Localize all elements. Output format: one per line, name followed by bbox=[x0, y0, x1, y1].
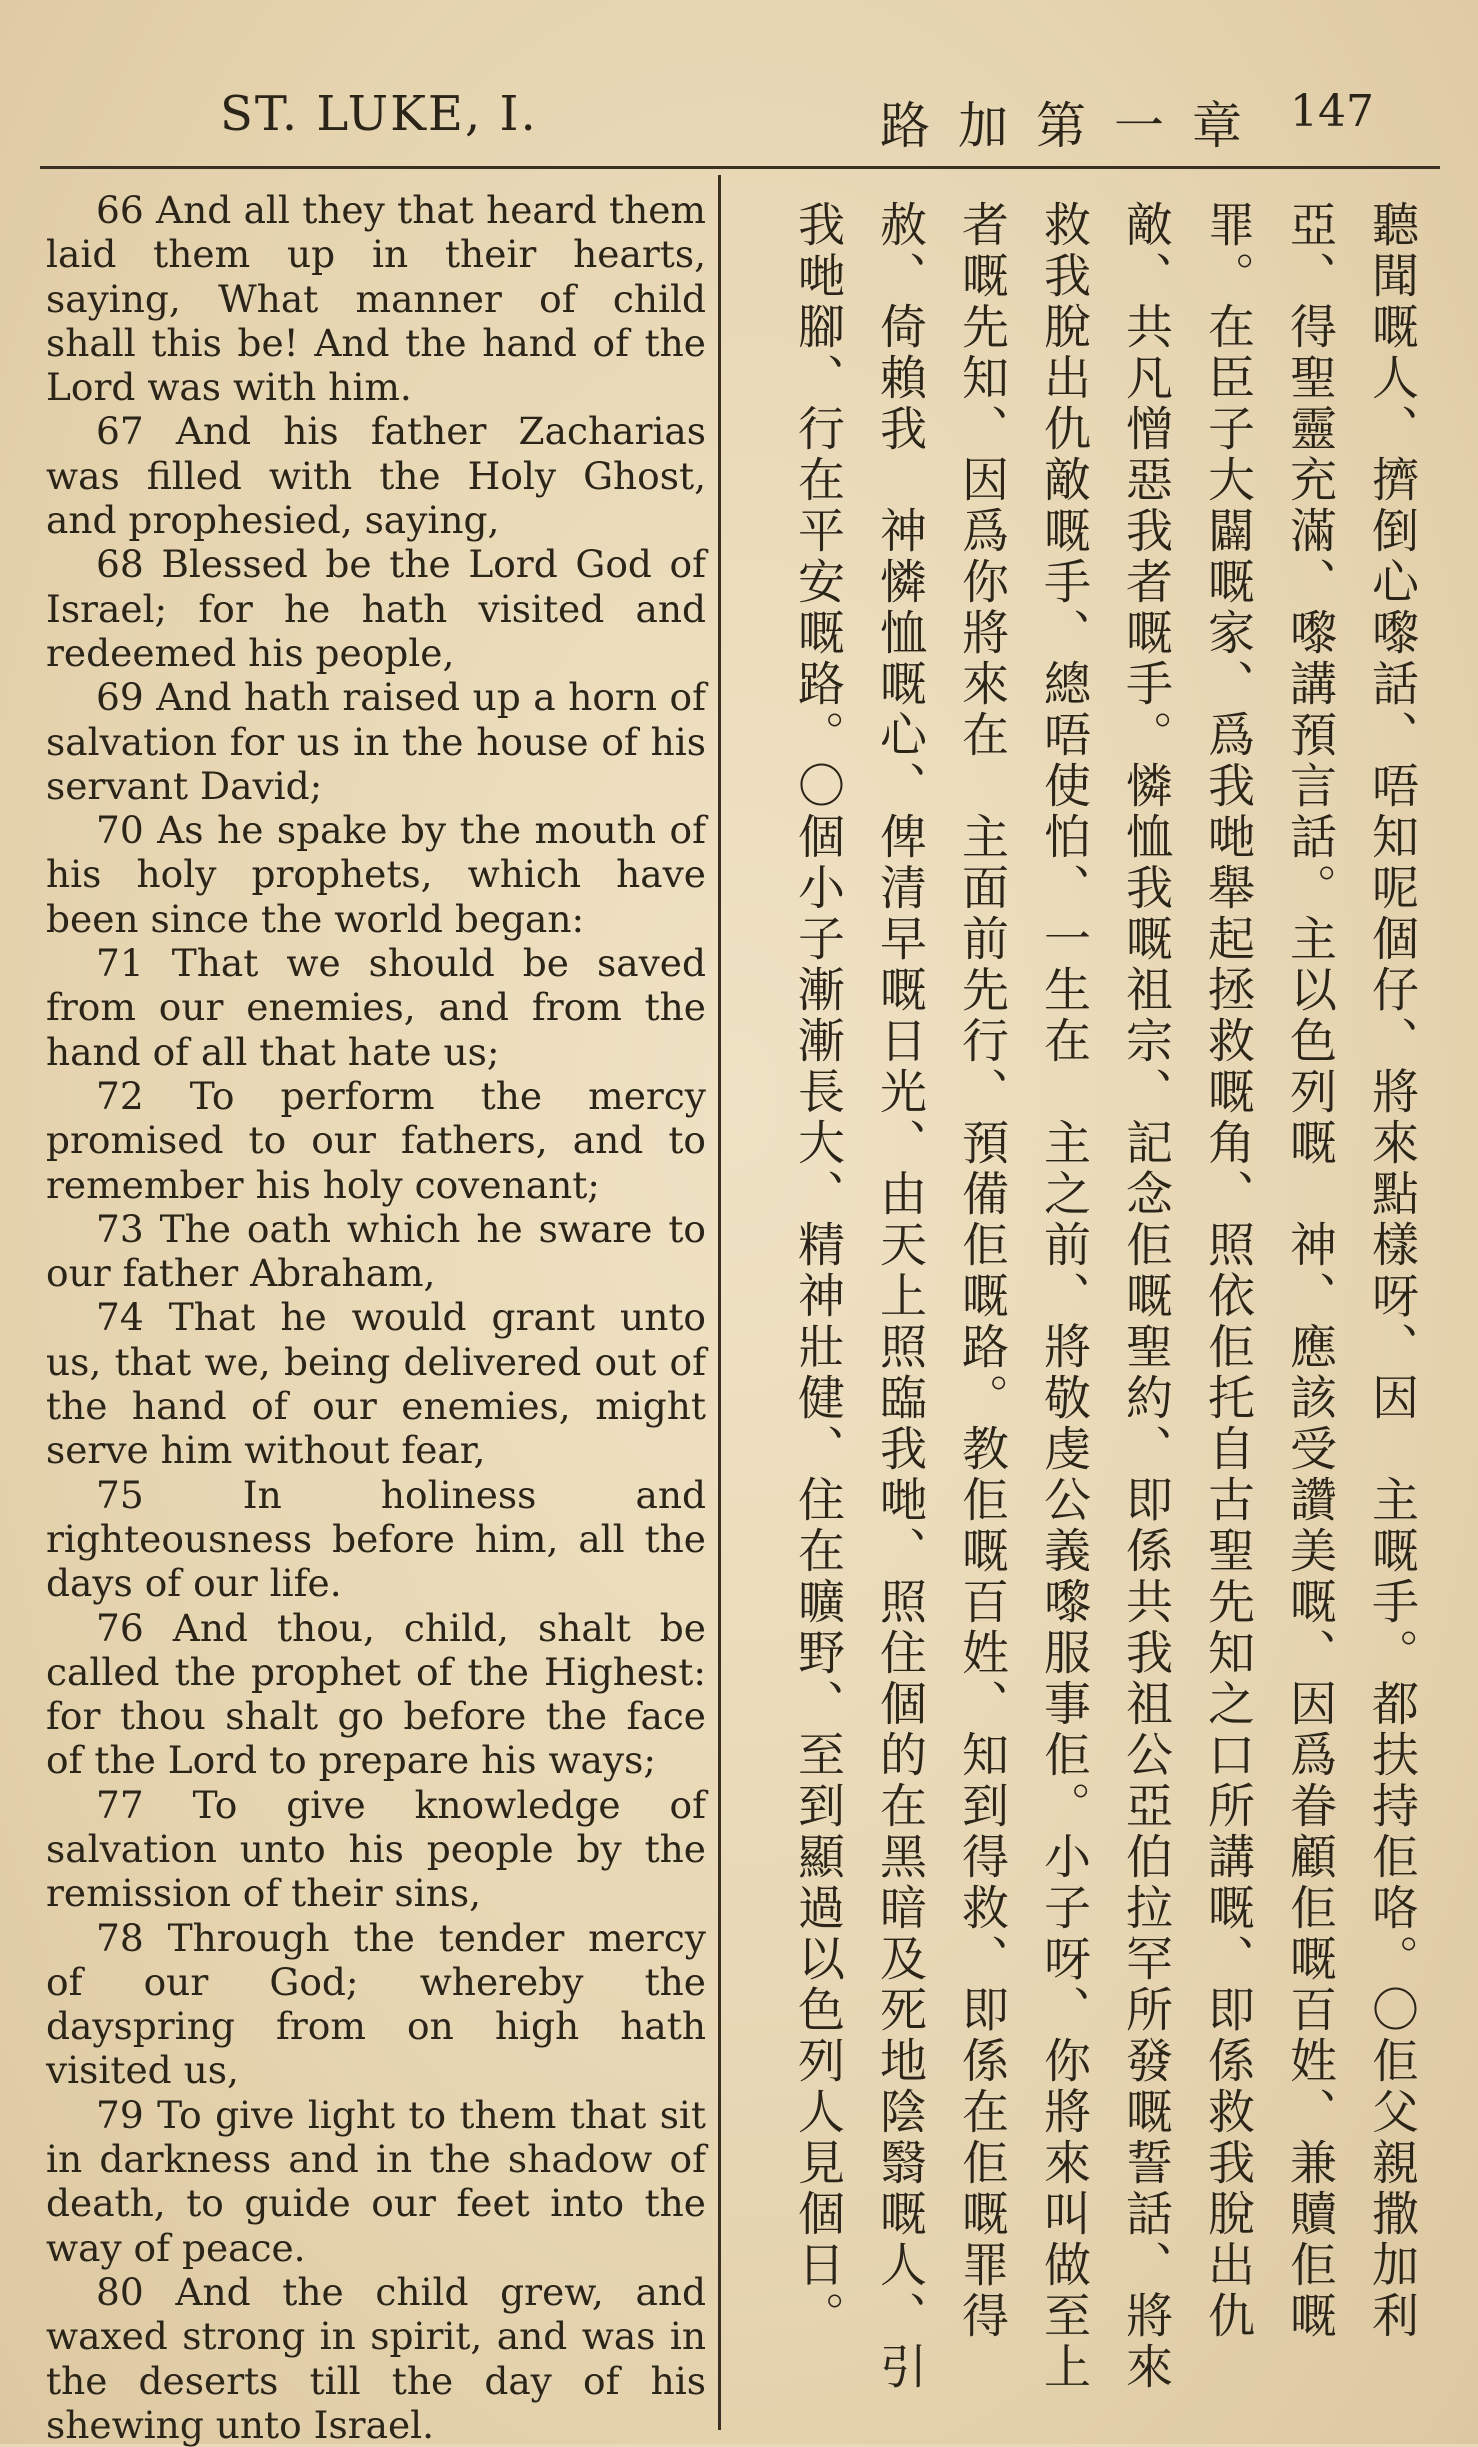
english-column bbox=[46, 188, 706, 2447]
verse-75: 75 In holiness and righteousness before him, all the days of our life. bbox=[46, 1472, 706, 1606]
verse-73: 73 The oath which he sware to our father Abraham, bbox=[46, 1206, 706, 1296]
header-rule bbox=[40, 166, 1440, 169]
verse-80: 80 And the child grew, and waxed strong in spirit, and was in the deserts till the day of his shewing unto Israel. bbox=[46, 2269, 706, 2447]
page-number: 147 bbox=[1290, 86, 1374, 137]
verse-79: 79 To give light to them that sit in darkness and in the shadow of death, to guide our feet into the way of peace. bbox=[46, 2092, 706, 2270]
chinese-column: 聽聞嘅人、擠倒心嚟話、唔知呢個仔、將來點樣呀、因 主嘅手。都扶持佢咯。〇佢父親撒加利亞、得聖靈充滿、嚟講預言話。主以色列嘅 神、應該受讚美嘅、因爲眷顧佢嘅百姓、兼贖佢嘅罪。在臣子大闢嘅家、爲我哋舉起拯救嘅角、照依佢托自古聖先知之口所講嘅、即係救我脫出仇敵、共凡憎惡我者嘅手。憐恤我嘅祖宗、記念佢嘅聖約、即係共我祖公亞伯拉罕所發嘅誓話、將來救我脫出仇敵嘅手、總唔使怕、一生在 主之前、將敬虔公義嚟服事佢。小子呀、你將來叫做至上者嘅先知、因爲你將來在 主面前先行、預備佢嘅路。教佢嘅百姓、知到得救、即係在佢嘅罪得赦、倚賴我 神憐恤嘅心、俾清早嘅日光、由天上照臨我哋、照住個的在黑暗及死地陰翳嘅人、引我哋腳、行在平安嘅路。〇個小子漸漸長大、精神壯健、住在曠野、至到顯過以色列人見個日。 bbox=[790, 200, 1419, 2393]
verse-76: 76 And thou, child, shalt be called the prophet of the Highest: for thou shalt go before the face of the Lord to prepare his ways; bbox=[46, 1605, 706, 1783]
verse-67: 67 And his father Zacharias was filled with the Holy Ghost, and prophesied, saying, bbox=[46, 409, 706, 543]
column-divider bbox=[718, 175, 721, 2430]
verse-74: 74 That he would grant unto us, that we, being delivered out of the hand of our enemies, might serve him without fear, bbox=[46, 1295, 706, 1473]
english-page-title: ST. LUKE, I. bbox=[220, 86, 538, 142]
verse-69: 69 And hath raised up a horn of salvation for us in the house of his servant David; bbox=[46, 675, 706, 808]
verse-66: 66 And all they that heard them laid them up in their hearts, saying, What manner of child shall this be! And the hand of the Lord was with him. bbox=[46, 188, 706, 410]
verse-78: 78 Through the tender mercy of our God; whereby the dayspring from on high hath visited us, bbox=[46, 1915, 706, 2093]
verse-70: 70 As he spake by the mouth of his holy prophets, which have been since the world began: bbox=[46, 808, 706, 941]
verse-77: 77 To give knowledge of salvation unto his people by the remission of their sins, bbox=[46, 1782, 706, 1916]
chinese-page-title: 路加第一章 bbox=[880, 97, 1270, 155]
verse-72: 72 To perform the mercy promised to our fathers, and to remember his holy covenant; bbox=[46, 1073, 706, 1207]
verse-71: 71 That we should be saved from our enemies, and from the hand of all that hate us; bbox=[46, 941, 706, 1074]
verse-68: 68 Blessed be the Lord God of Israel; for he hath visited and redeemed his people, bbox=[46, 542, 706, 675]
